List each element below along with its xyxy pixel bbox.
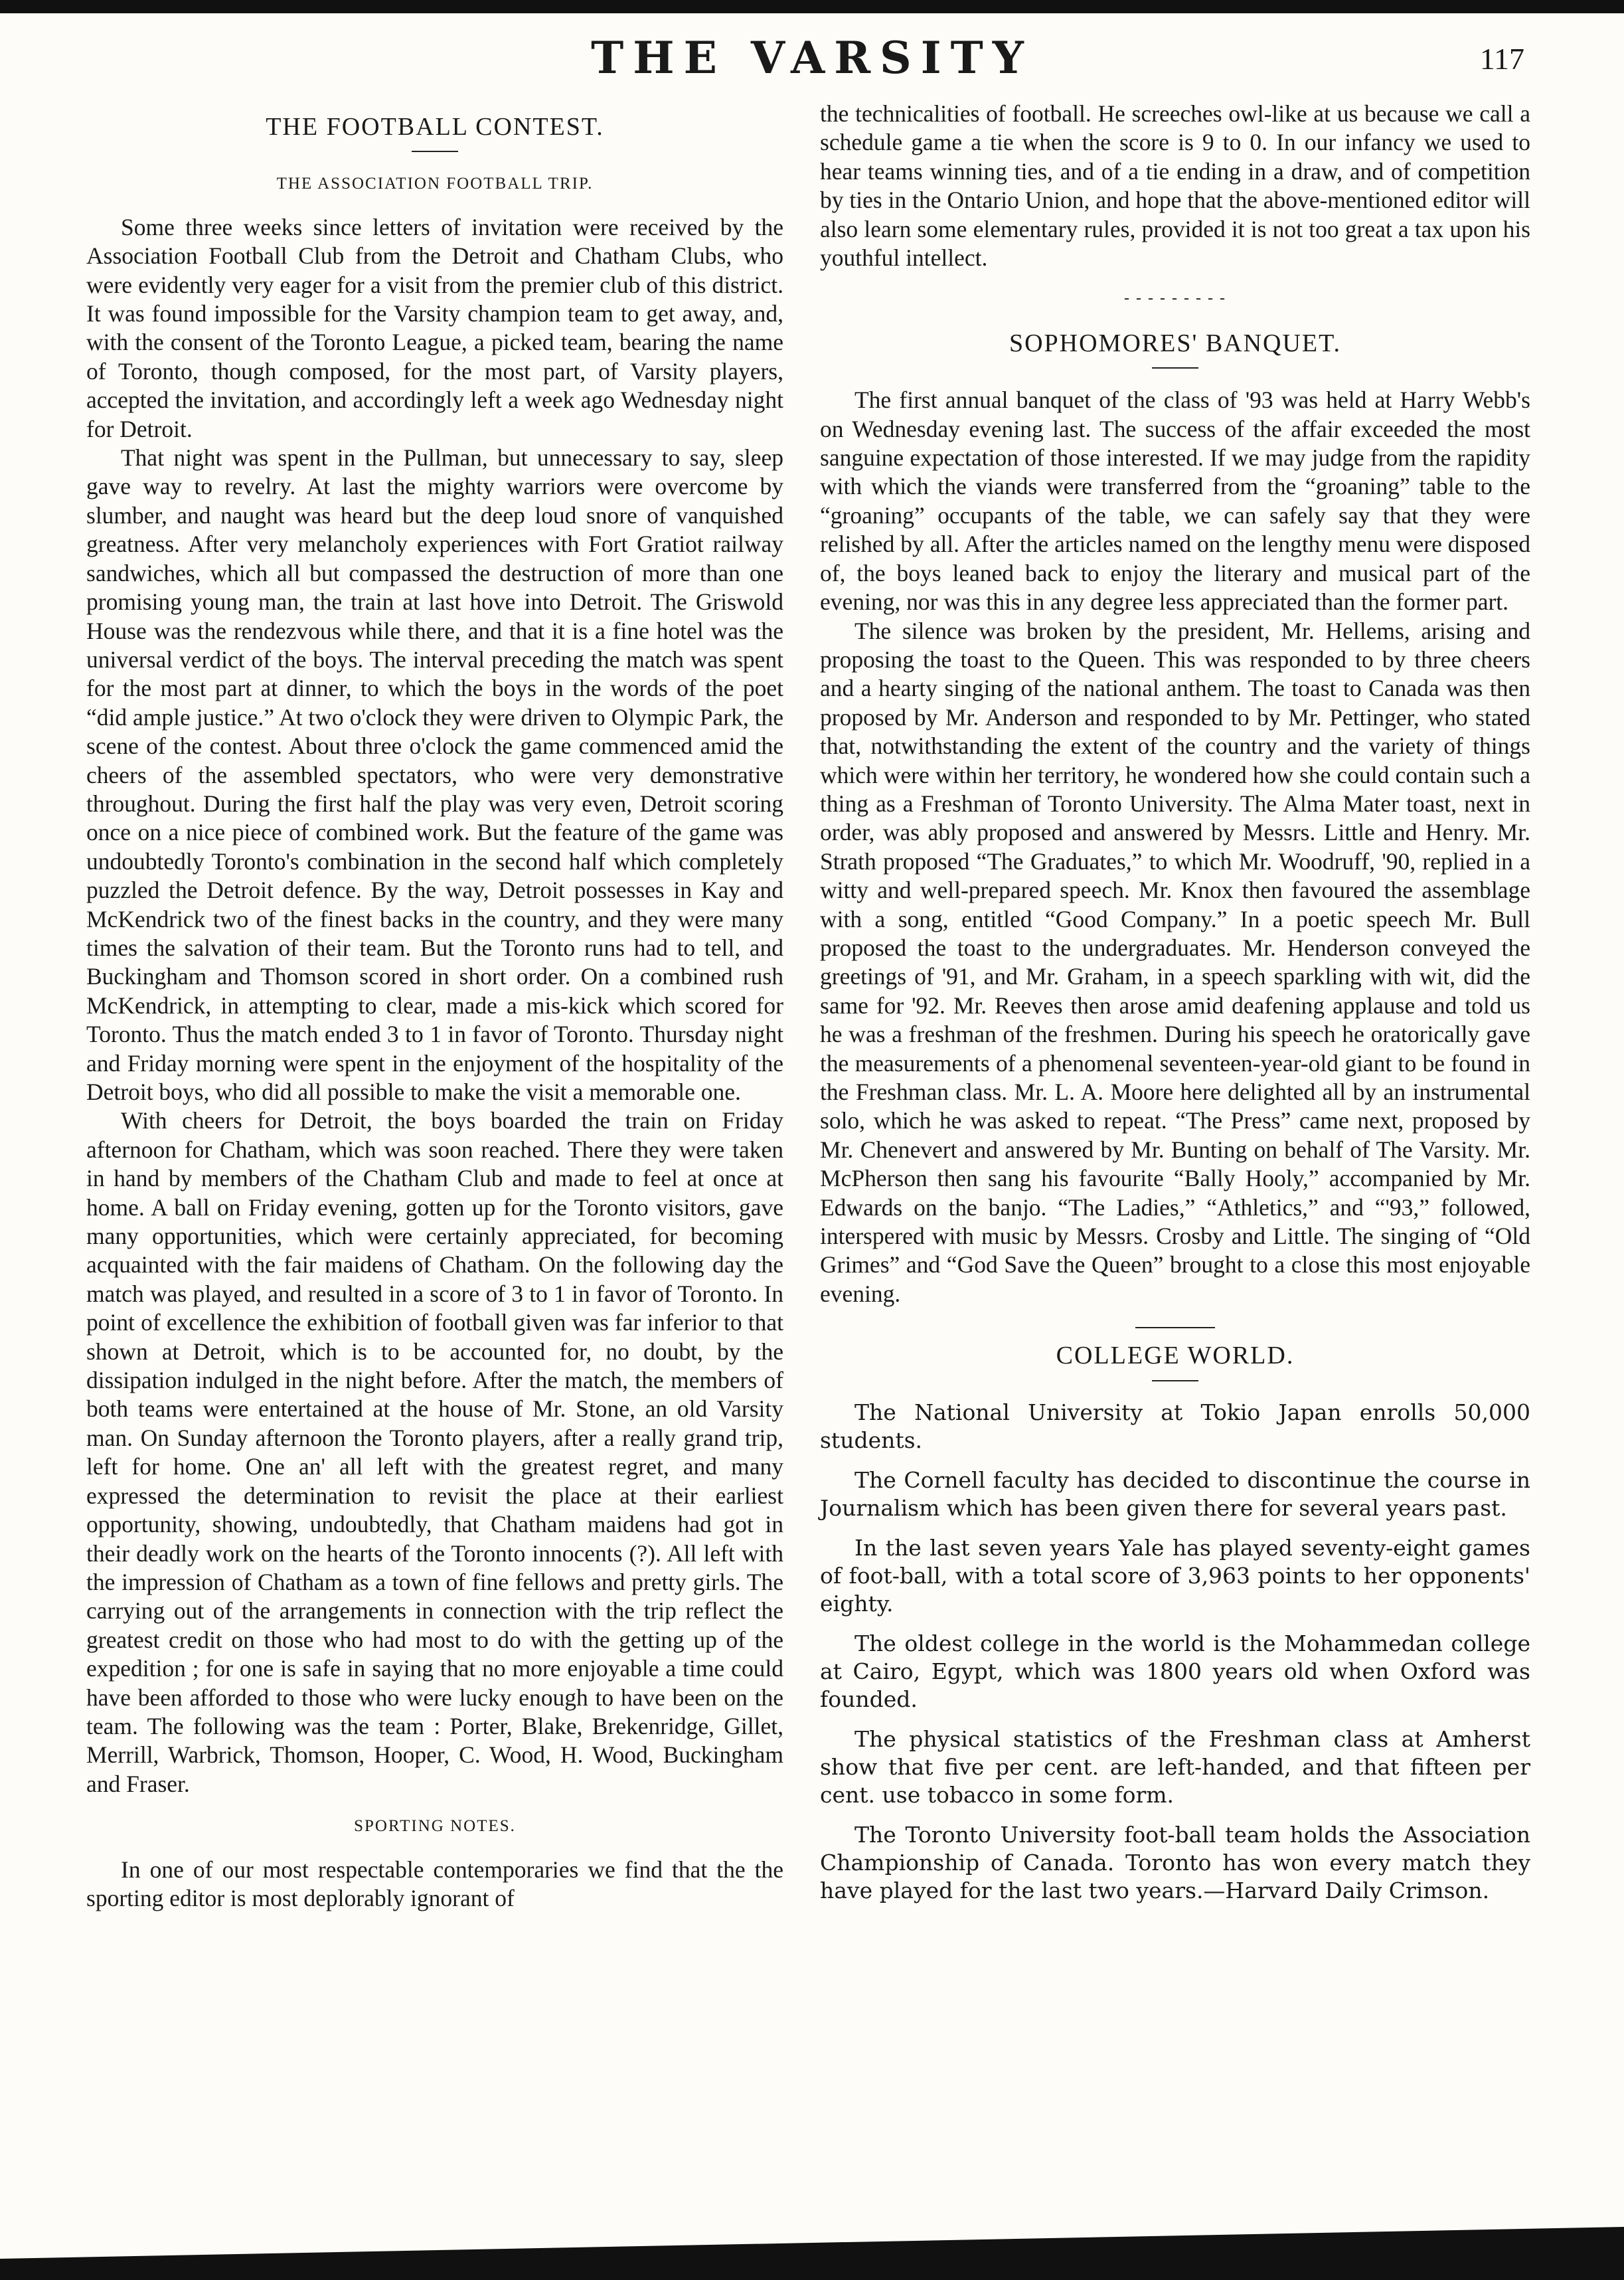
football-paragraph: With cheers for Detroit, the boys boarded the train on Friday afternoon for Chatham, which was soon reached. There they were taken in hand by members of the Chatham Club and made to feel at once at home. A ball on Friday evening, gotten up for the Toronto visitors, gave many opportunities, which were certainly appreciated, for becoming acquainted with the fair maidens of Chatham. On the following day the match was played, and resulted in a score of 3 to 1 in favor of Toronto. In point of excellence the exhibition of football given was far inferior to that shown at Detroit, which is to be accounted for, no doubt, by the dissipation indulged in the night before. After the match, the members of both teams were entertained at the house of Mr. Stone, an old Varsity man. On Sunday afternoon the Toronto players, after a really grand trip, left for home. One an' all left with the greatest regret, and many expressed the determination to revisit the place at their earliest opportunity, showing, undoubtedly, that Chatham maidens had got in their deadly work on the hearts of the Toronto innocents (?). All left with the impression of Chatham as a town of fine fellows and pretty girls. The carrying out of the arrangements in connection with the trip reflect the greatest credit on those who had most to do with the getting up of the expedition ; for one is safe in saying that no more enjoyable a time could have been afforded to those who were lucky enough to have been on the team. The following was the team : Porter, Blake, Brekenridge, Gillet, Merrill, Warbrick, Thomson, Hooper, C. Wood, H. Wood, Buckingham and Fraser.	[86, 1107, 783, 1797]
left-column	[86, 100, 783, 1913]
banquet-title: SOPHOMORES' BANQUET.	[1009, 329, 1342, 357]
bottom-border	[0, 2227, 1624, 2280]
football-title: THE FOOTBALL CONTEST.	[266, 113, 604, 141]
section-rule	[1135, 1327, 1215, 1328]
football-subtitle: THE ASSOCIATION FOOTBALL TRIP.	[276, 175, 594, 193]
section-separator: - - - - - - - - -	[1124, 290, 1226, 307]
college-item: In the last seven years Yale has played seventy-eight games of foot-ball, with a total score of 3,963 points to her opponents' eighty.	[820, 1534, 1530, 1617]
sporting-paragraph-start: In one of our most respectable contemporaries we find that the the sporting editor is most deplorably ignorant of	[86, 1856, 783, 1911]
banquet-paragraph: The silence was broken by the president, Mr. Hellems, arising and proposing the toast to the Queen. This was responded to by three cheers and a hearty singing of the national anthem. The toast to Canada was then proposed by Mr. Anderson and responded to by Mr. Pettinger, who stated that, notwithstanding the extent of the country and the variety of things which were within her territory, he wondered how she could contain such a thing as a Freshman of Toronto University. The Alma Mater toast, next in order, was ably proposed and answered by Messrs. Little and Henry. Mr. Strath proposed “The Graduates,” to which Mr. Woodruff, '90, replied in a witty and well-prepared speech. Mr. Knox then favoured the assemblage with a song, entitled “Good Company.” In a poetic speech Mr. Bull proposed the toast to the undergraduates. Mr. Henderson conveyed the greetings of '91, and Mr. Graham, in a speech sparkling with wit, did the same for '92. Mr. Reeves then arose amid deafening applause and told us he was a freshman of the freshmen. During his speech he oratorically gave the measurements of a phenomenal seventeen-year-old giant to be found in the Freshman class. Mr. L. A. Moore here delighted all by an instrumental solo, which he was asked to repeat. “The Press” came next, proposed by Mr. Chenevert and answered by Mr. Bunting on behalf of The Varsity. Mr. McPherson then sang his favourite “Bally Hooly,” accompanied by Mr. Edwards on the banjo. “The Ladies,” “Athletics,” and “'93,” followed, interspered with music by Messrs. Crosby and Little. The singing of “Old Grimes” and “God Save the Queen” brought to a close this most enjoyable evening.	[820, 617, 1530, 1307]
football-paragraph: Some three weeks since letters of invitation were received by the Association Football Club from the Detroit and Chatham Clubs, who were evidently very eager for a visit from the premier club of this district. It was found impossible for the Varsity champion team to get away, and, with the consent of the Toronto League, a picked team, bearing the name of Toronto, though composed, for the most part, of Varsity players, accepted the invitation, and accordingly left a week ago Wednesday night for Detroit.	[86, 213, 783, 442]
title-rule	[1152, 367, 1198, 369]
college-item: The physical statistics of the Freshman class at Amherst show that five per cent. are left-handed, and that fifteen per cent. use tobacco in some form.	[820, 1725, 1530, 1808]
college-item: The oldest college in the world is the Mohammedan college at Cairo, Egypt, which was 1800 years old when Oxford was founded.	[820, 1630, 1530, 1712]
title-rule	[1152, 1380, 1198, 1381]
sporting-title: SPORTING NOTES.	[354, 1817, 516, 1836]
college-item: The Cornell faculty has decided to discontinue the course in Journalism which has been given there for several years past.	[820, 1466, 1530, 1521]
football-paragraph: That night was spent in the Pullman, but unnecessary to say, sleep gave way to revelry. At last the mighty warriors were overcome by slumber, and naught was heard but the deep loud snore of vanquished greatness. After very melancholy experiences with Fort Gratiot railway sandwiches, which all but compassed the destruction of more than one promising young man, the train at last hove into Detroit. The Griswold House was the rendezvous while there, and that it is a fine hotel was the universal verdict of the boys. The interval preceding the match was spent for the most part at dinner, to which the boys in the words of the poet “did ample justice.” At two o'clock they were driven to Olympic Park, the scene of the contest. About three o'clock the game commenced amid the cheers of the assembled spectators, who were very demonstrative throughout. During the first half the play was very even, Detroit scoring once on a nice piece of combined work. But the feature of the game was undoubtedly Toronto's combination in the second half which completely puzzled the Detroit defence. By the way, Detroit possesses in Kay and McKendrick two of the finest backs in the country, and they were many times the salvation of their team. But the Toronto runs had to tell, and Buckingham and Thomson scored in short order. On a combined rush McKendrick, in attempting to clear, made a mis-kick which scored for Toronto. Thus the match ended 3 to 1 in favor of Toronto. Thursday night and Friday morning were spent in the enjoyment of the hospitality of the Detroit boys, who did all possible to make the visit a memorable one.	[86, 444, 783, 1105]
masthead: THE VARSITY	[591, 32, 1033, 84]
sporting-paragraph-continued: the technicalities of football. He screeches owl-like at us because we call a schedule game a tie when the score is 9 to 0. In our infancy we used to hear teams winning ties, and of a tie ending in a draw, and of competition by ties in the Ontario Union, and hope that the above-mentioned editor will also learn some elementary rules, provided it is not too great a tax upon his youthful intellect.	[820, 100, 1530, 272]
college-title: COLLEGE WORLD.	[1056, 1342, 1295, 1370]
right-column	[820, 100, 1530, 1917]
college-item: The Toronto University foot-ball team holds the Association Championship of Canada. Toronto has won every match they have played for the last two years.—Harvard Daily Crimson.	[820, 1821, 1530, 1903]
top-border	[0, 0, 1624, 13]
college-world-list	[820, 1399, 1530, 1905]
banquet-paragraph: The first annual banquet of the class of '93 was held at Harry Webb's on Wednesday evening last. The success of the affair exceeded the most sanguine expectation of those interested. If we may judge from the rapidity with which the viands were transferred from the “groaning” table to the “groaning” occupants of the table, we can safely say that they were relished by all. After the articles named on the lengthy menu were disposed of, the boys leaned back to enjoy the literary and musical part of the evening, nor was this in any degree less appreciated than the former part.	[820, 387, 1530, 616]
title-rule	[412, 151, 458, 152]
page-number: 117	[1479, 42, 1524, 76]
college-item: The National University at Tokio Japan enrolls 50,000 students.	[820, 1399, 1530, 1453]
